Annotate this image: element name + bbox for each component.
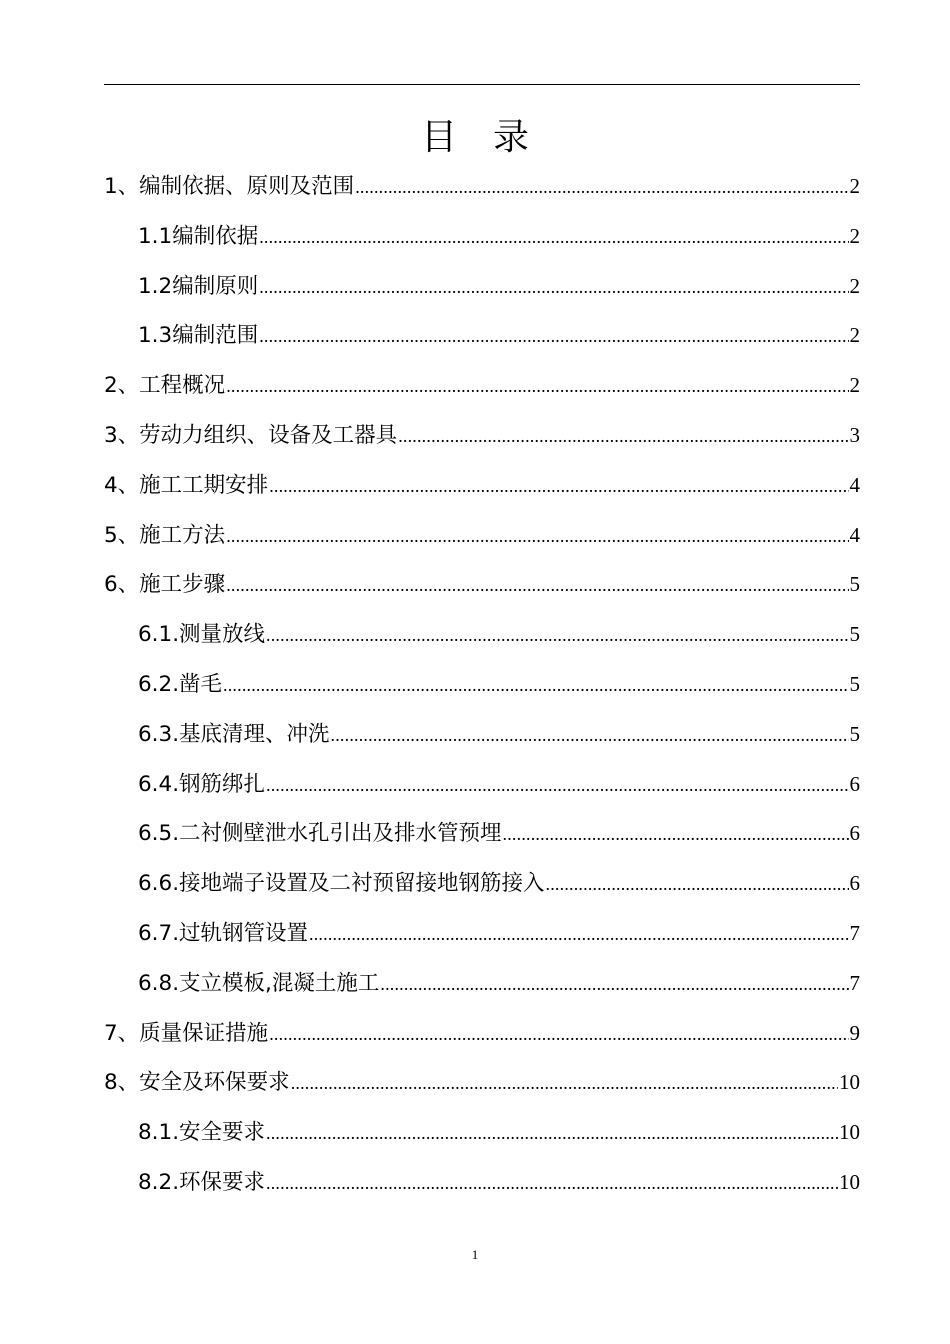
toc-entry-page: 4 [849, 522, 860, 547]
toc-entry-label: 6.1.测量放线 [138, 622, 266, 648]
toc-entry-page: 7 [849, 970, 860, 995]
toc-entry-1-1[interactable] [104, 212, 860, 262]
toc-entry-label: 8、安全及环保要求 [104, 1070, 290, 1096]
toc-dot-leader [266, 761, 848, 811]
toc-dot-leader [546, 860, 849, 910]
toc-entry-label: 6.4.钢筋绑扎 [138, 771, 266, 797]
toc-dot-leader [259, 213, 848, 263]
toc-dot-leader [355, 163, 848, 213]
toc-dot-leader [331, 711, 849, 761]
toc-dot-leader [259, 312, 848, 362]
toc-entry-1[interactable] [104, 162, 860, 212]
toc-entry-page: 2 [849, 373, 860, 398]
toc-entry-label: 1.1编制依据 [138, 223, 259, 249]
toc-entry-page: 6 [849, 821, 860, 846]
toc-entry-8-2[interactable] [104, 1158, 860, 1208]
toc-entry-label: 2、工程概况 [104, 373, 226, 399]
toc-entry-page: 10 [839, 1169, 860, 1194]
toc-entry-page: 3 [849, 422, 860, 447]
toc-entry-label: 8.2.环保要求 [138, 1169, 266, 1195]
toc-entry-3[interactable] [104, 411, 860, 461]
page-title: 目录 [420, 117, 565, 158]
toc-entry-page: 5 [849, 622, 860, 647]
toc-entry-8[interactable] [104, 1058, 860, 1108]
toc-entry-6-2[interactable] [104, 660, 860, 710]
toc-entry-2[interactable] [104, 361, 860, 411]
toc-entry-page: 6 [849, 871, 860, 896]
toc-entry-page: 2 [849, 273, 860, 298]
toc-entry-label: 7、质量保证措施 [104, 1020, 269, 1046]
toc-dot-leader [291, 1059, 838, 1109]
toc-entry-6-4[interactable] [104, 760, 860, 810]
toc-entry-6-8[interactable] [104, 959, 860, 1009]
toc-dot-leader [380, 960, 848, 1010]
toc-dot-leader [223, 661, 848, 711]
toc-dot-leader [226, 512, 848, 562]
toc-entry-label: 1.3编制范围 [138, 323, 259, 349]
toc-entry-page: 5 [849, 671, 860, 696]
toc-entry-page: 7 [849, 920, 860, 945]
toc-entry-page: 2 [849, 323, 860, 348]
toc-entry-page: 5 [849, 572, 860, 597]
toc-dot-leader [269, 462, 848, 512]
toc-entry-6-1[interactable] [104, 610, 860, 660]
toc-entry-label: 4、施工工期安排 [104, 472, 269, 498]
toc-entry-page: 5 [849, 721, 860, 746]
toc-entry-label: 6.5.二衬侧壁泄水孔引出及排水管预埋 [138, 821, 502, 847]
toc-dot-leader [503, 810, 849, 860]
toc-entry-1-3[interactable] [104, 311, 860, 361]
toc-entry-page: 9 [849, 1020, 860, 1045]
toc-entry-label: 1.2编制原则 [138, 273, 259, 299]
toc-entry-1-2[interactable] [104, 262, 860, 312]
toc-dot-leader [226, 362, 848, 412]
toc-entry-label: 6.6.接地端子设置及二衬预留接地钢筋接入 [138, 871, 545, 897]
toc-entry-label: 1、编制依据、原则及范围 [104, 174, 355, 199]
toc-entry-page: 6 [849, 771, 860, 796]
toc-entry-6[interactable] [104, 560, 860, 610]
toc-entry-6-5[interactable] [104, 809, 860, 859]
toc-entry-page: 10 [839, 1120, 860, 1145]
toc-entry-7[interactable] [104, 1009, 860, 1059]
toc-dot-leader [266, 611, 848, 661]
toc-entry-5[interactable] [104, 511, 860, 561]
toc-entry-label: 5、施工方法 [104, 522, 226, 548]
toc-entry-6-6[interactable] [104, 859, 860, 909]
table-of-contents [104, 162, 860, 1208]
toc-entry-page: 10 [839, 1070, 860, 1095]
toc-dot-leader [269, 1010, 848, 1060]
toc-entry-4[interactable] [104, 461, 860, 511]
toc-dot-leader [266, 1109, 838, 1159]
toc-entry-label: 6.3.基底清理、冲洗 [138, 721, 330, 747]
toc-entry-label: 6.8.支立模板,混凝土施工 [138, 970, 380, 996]
toc-entry-label: 3、劳动力组织、设备及工器具 [104, 422, 398, 448]
toc-entry-6-7[interactable] [104, 909, 860, 959]
toc-entry-label: 6.7.过轨钢管设置 [138, 920, 309, 946]
toc-dot-leader [226, 561, 848, 611]
toc-entry-6-3[interactable] [104, 710, 860, 760]
toc-entry-page: 2 [849, 223, 860, 248]
toc-dot-leader [398, 412, 848, 462]
toc-dot-leader [266, 1159, 838, 1209]
footer-page-number: 1 [471, 1247, 479, 1262]
toc-entry-8-1[interactable] [104, 1108, 860, 1158]
toc-dot-leader [259, 263, 848, 313]
toc-entry-label: 8.1.安全要求 [138, 1120, 266, 1146]
toc-entry-page: 4 [849, 472, 860, 497]
toc-dot-leader [309, 910, 848, 960]
toc-entry-page: 2 [849, 174, 860, 198]
toc-entry-label: 6.2.凿毛 [138, 671, 223, 697]
header-rule [104, 84, 860, 85]
toc-entry-label: 6、施工步骤 [104, 572, 226, 598]
